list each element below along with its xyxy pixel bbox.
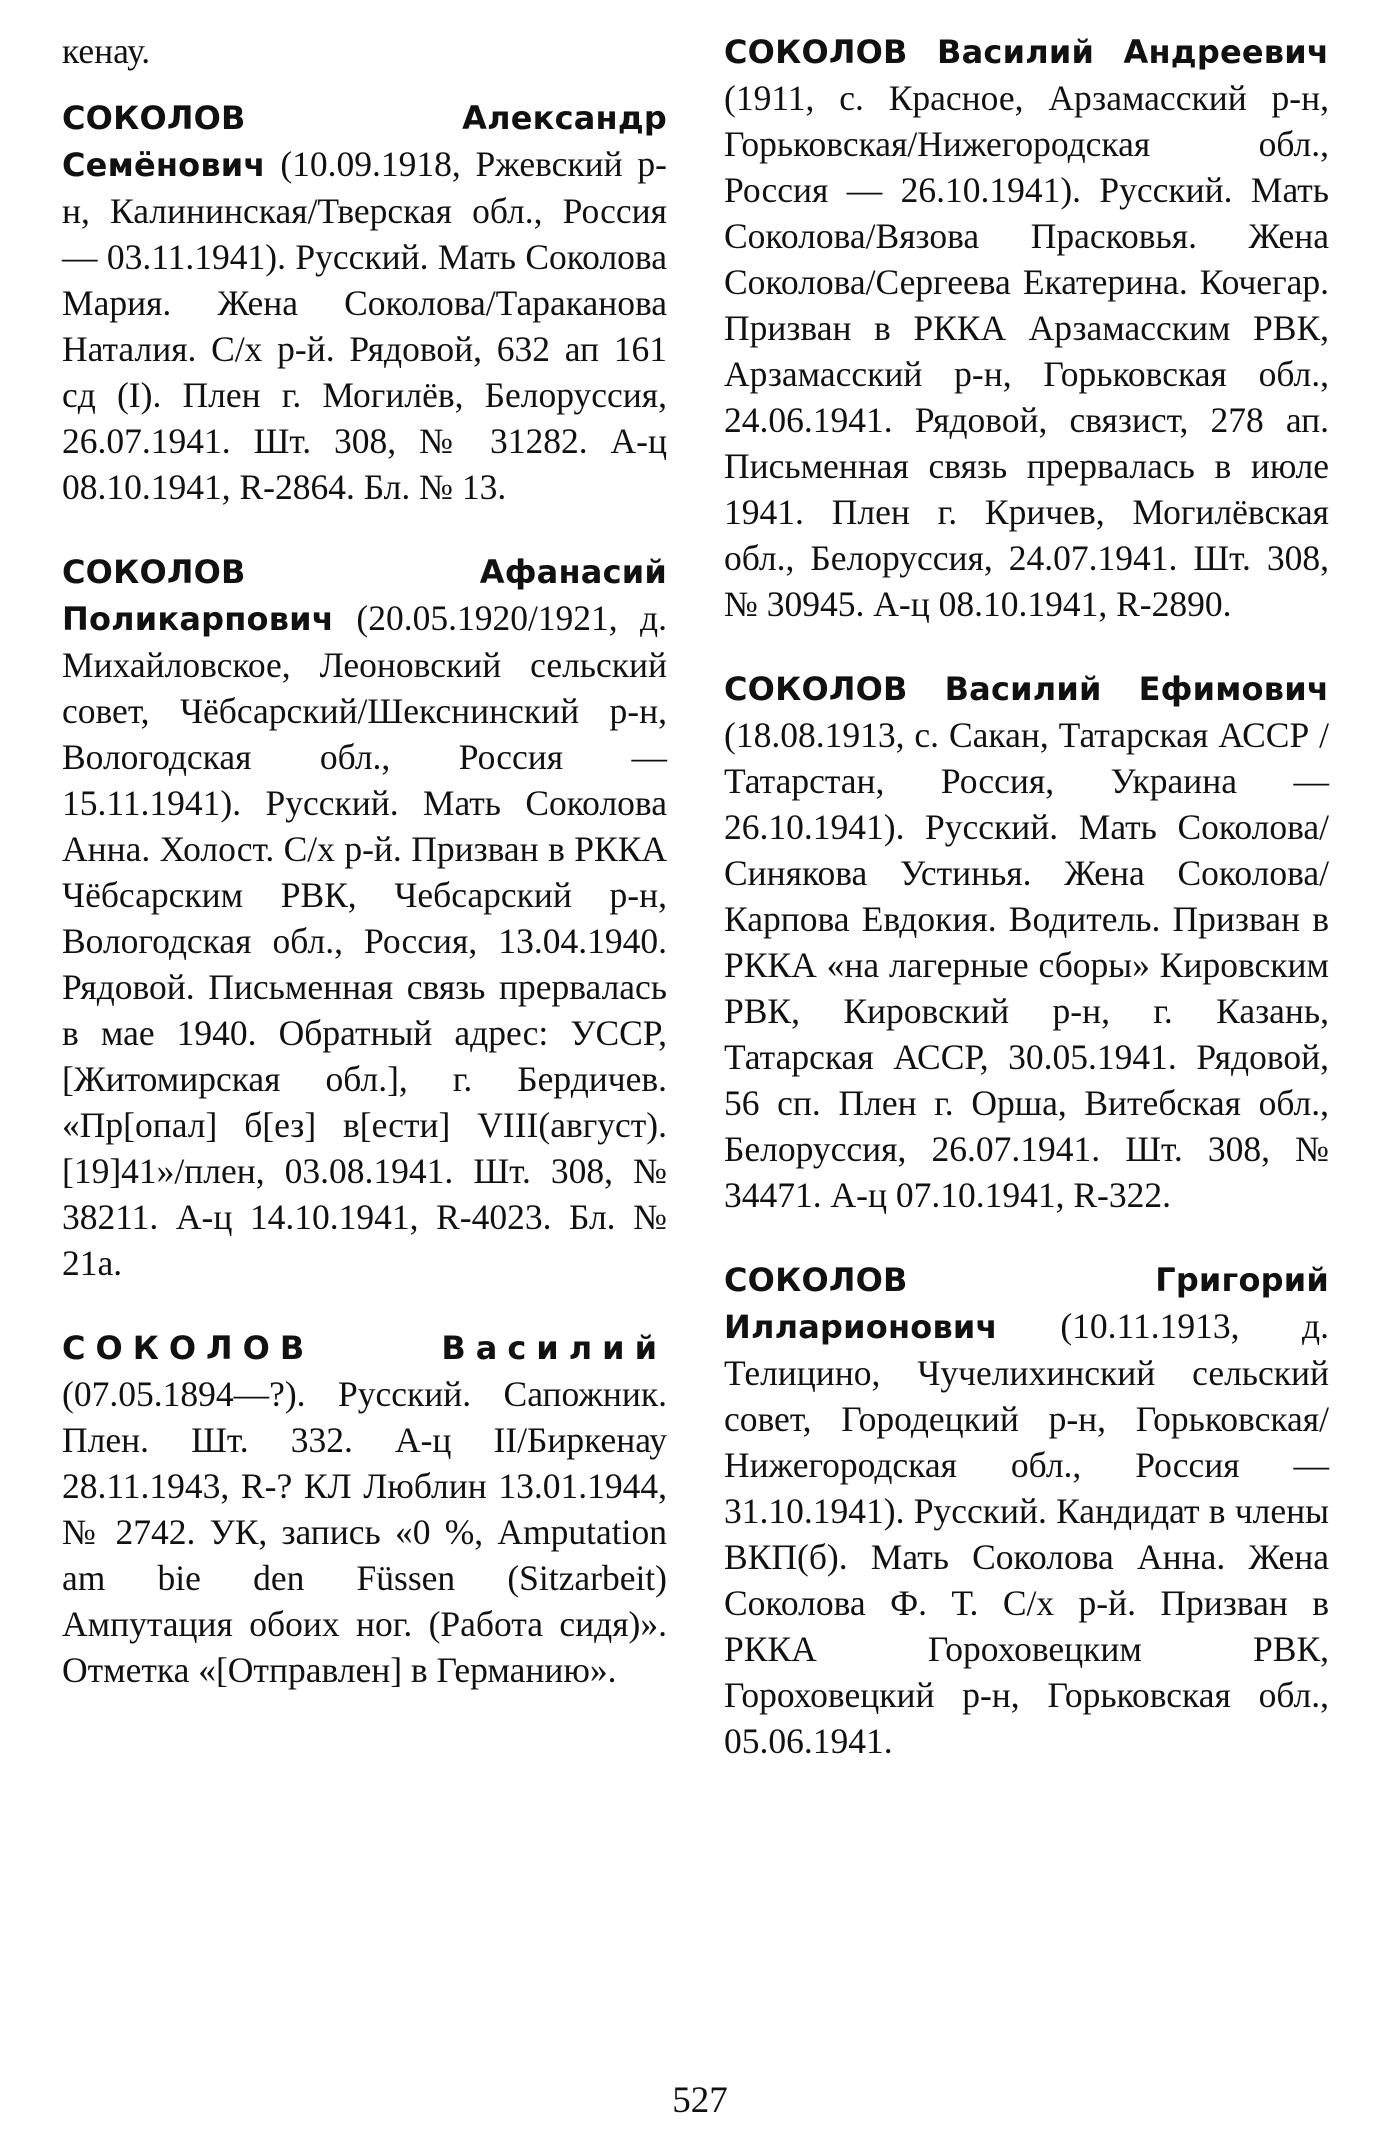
entry-sokolov-aleksandr xyxy=(62,94,667,510)
entry-text: (10.11.1913, д. Телицино, Чучелихинский сельский совет, Городецкий р-н, Горьковская/Нижегородская обл., Россия — 31.10.1941). Русский. Кандидат в члены ВКП(б). Мать Соколова Анна. Жена Соколова Ф. Т. С/х р-й. Призван в РККА Гороховецким РВК, Гороховецкий р-н, Горьковская обл., 05.06.1941. xyxy=(724,1306,1329,1761)
entry-sokolov-afanasiy xyxy=(62,548,667,1286)
entry-text: (20.05.1920/1921, д. Михайловское, Леоновский сельский совет, Чёбсарский/Шекснинский р-н, Вологодская обл., Россия — 15.11.1941). Русский. Мать Соколова Анна. Холост. С/х р-й. Призван в РККА Чёбсарским РВК, Чебсарский р-н, Вологодская обл., Россия, 13.04.1940. Рядовой. Письменная связь прервалась в мае 1940. Обратный адрес: УССР, [Житомирская обл.], г. Бердичев. «Пр[опал] б[ез] в[ести] VIII(август).[19]41»/плен, 03.08.1941. Шт. 308, № 38211. А-ц 14.10.1941, R-4023. Бл. № 21а. xyxy=(62,598,667,1283)
entry-text: (18.08.1913, с. Сакан, Татарская АССР / Татарстан, Россия, Украина — 26.10.1941). Русский. Мать Соколова/Синякова Устинья. Жена Соколова/Карпова Евдокия. Водитель. Призван в РККА «на лагерные сборы» Кировским РВК, Кировский р-н, г. Казань, Татарская АССР, 30.05.1941. Рядовой, 56 сп. Плен г. Орша, Витебская обл., Белоруссия, 26.07.1941. Шт. 308, № 34471. А-ц 07.10.1941, R-322. xyxy=(724,715,1329,1215)
entry-sokolov-vasiliy xyxy=(62,1324,667,1693)
entry-continuation xyxy=(62,28,667,74)
entry-name: СОКОЛОВ Василий Ефимович xyxy=(724,670,1329,708)
entry-sokolov-vasiliy-andreevich xyxy=(724,28,1329,627)
entry-name: СОКОЛОВ Василий Андреевич xyxy=(724,33,1329,71)
entry-text: (1911, с. Красное, Арзамасский р-н, Горьковская/Нижегородская обл., Россия — 26.10.1941). Русский. Мать Соколова/Вязова Прасковья. Жена Соколова/Сергеева Екатерина. Кочегар. Призван в РККА Арзамасским РВК, Арзамасский р-н, Горьковская обл., 24.06.1941. Рядовой, связист, 278 ап. Письменная связь прервалась в июле 1941. Плен г. Кричев, Могилёвская обл., Белоруссия, 24.07.1941. Шт. 308, № 30945. А-ц 08.10.1941, R-2890. xyxy=(724,78,1329,624)
entry-sokolov-vasiliy-efimovich xyxy=(724,665,1329,1218)
entry-text: (07.05.1894—?). Русский. Сапожник. Плен. Шт. 332. А-ц II/Биркенау 28.11.1943, R-? КЛ Люблин 13.01.1944, № 2742. УК, запись «0 %, Amputation am bie den Füssen (Sitzarbeit) Ампутация обоих ног. (Работа сидя)». Отметка «[Отправлен] в Германию». xyxy=(62,1374,667,1690)
entry-text: (10.09.1918, Ржевский р-н, Калининская/Тверская обл., Россия — 03.11.1941). Русский. Мать Соколова Мария. Жена Соколова/Тараканова Наталия. С/х р-й. Рядовой, 632 ап 161 сд (I). Плен г. Могилёв, Белоруссия, 26.07.1941. Шт. 308, № 31282. А-ц 08.10.1941, R-2864. Бл. № 13. xyxy=(62,144,667,507)
entry-sokolov-grigoriy xyxy=(724,1256,1329,1764)
right-column xyxy=(724,28,1329,1802)
entry-name: СОКОЛОВ Григорий Илларионович xyxy=(724,1261,1329,1346)
page-number: 527 xyxy=(672,2080,728,2121)
left-column xyxy=(62,28,667,1731)
entry-name: СОКОЛОВ Василий xyxy=(62,1329,667,1367)
entry-name: СОКОЛОВ Александр Семёнович xyxy=(62,99,667,184)
entry-text: кенау. xyxy=(62,31,151,71)
entry-name: СОКОЛОВ Афанасий Поликарпович xyxy=(62,553,667,638)
